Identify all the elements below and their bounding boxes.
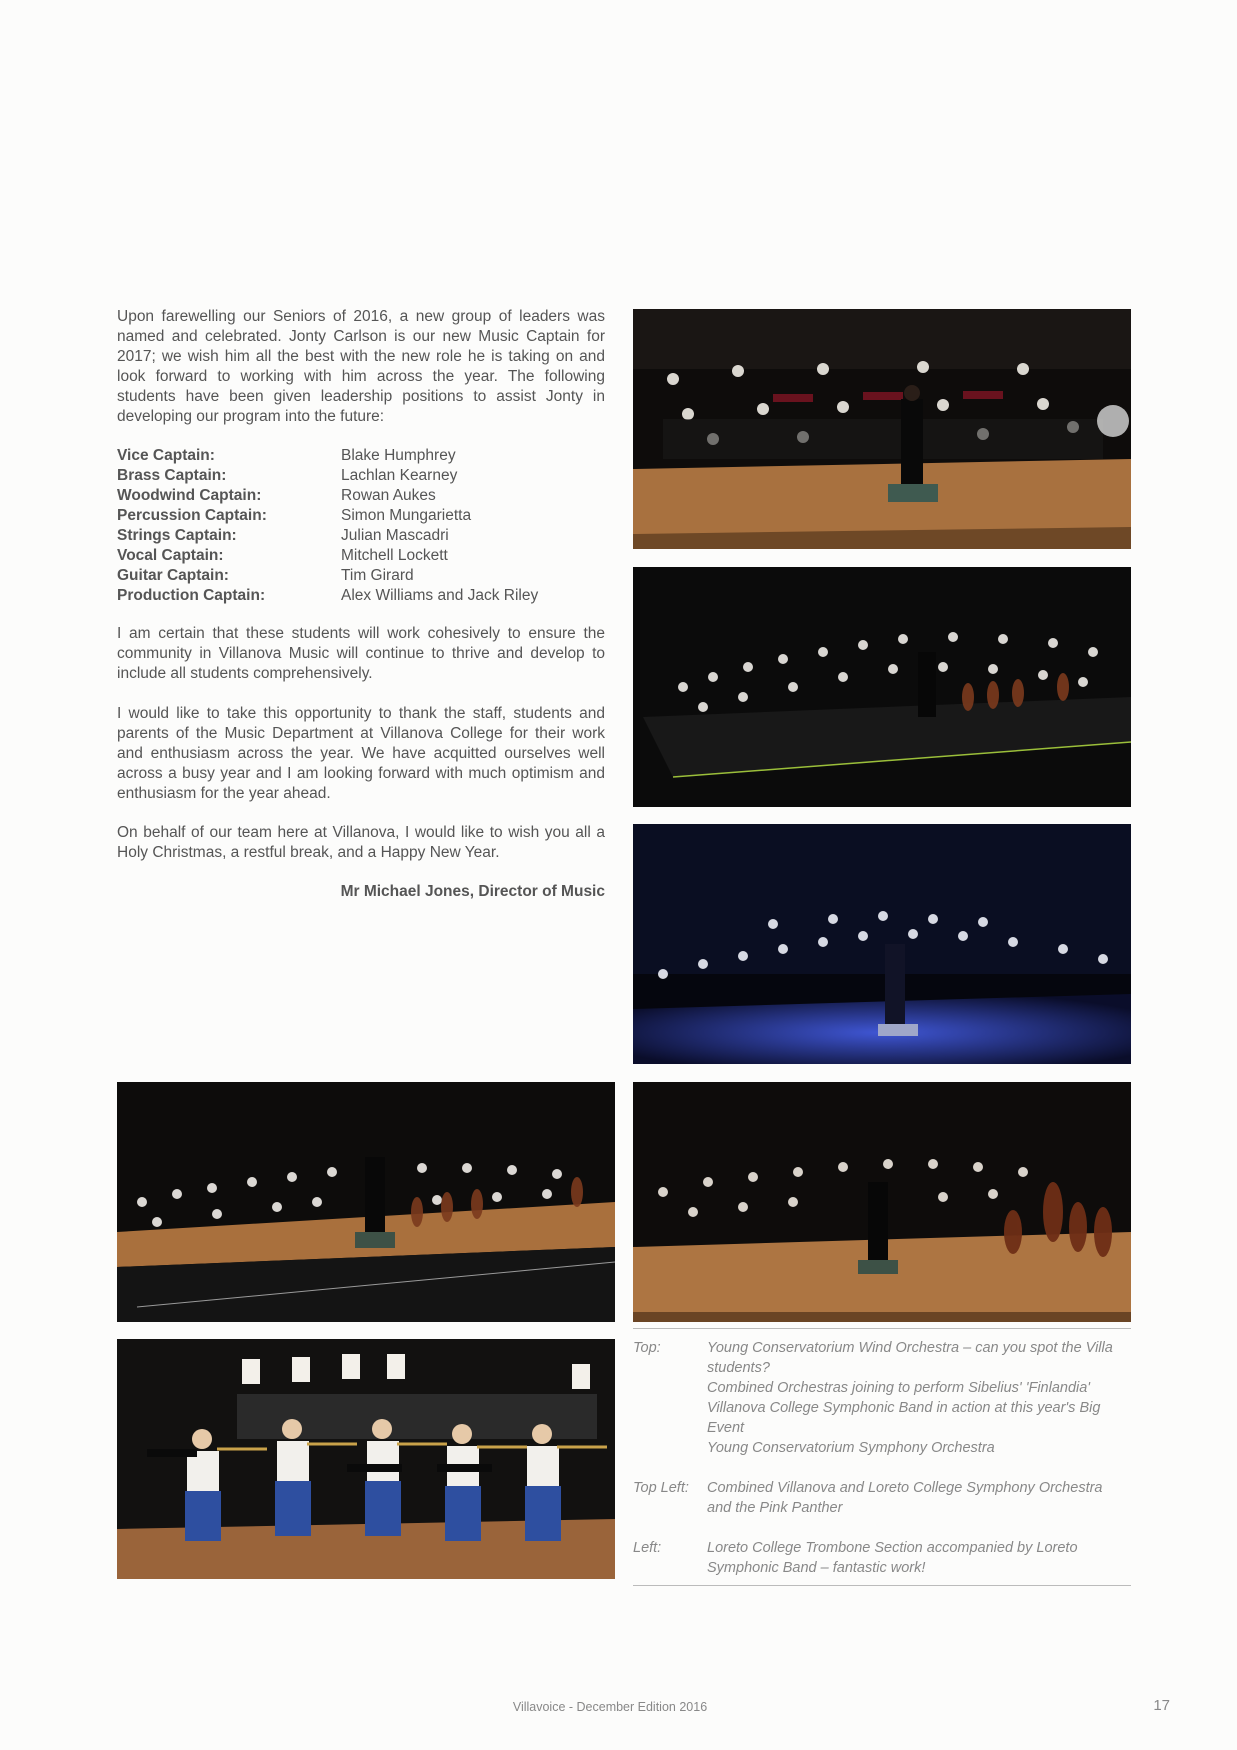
publication-footer: Villavoice - December Edition 2016	[512, 1700, 708, 1714]
role-title: Guitar Captain:	[117, 567, 229, 584]
orchestra-photo-image	[117, 1082, 615, 1322]
role-name: Mitchell Lockett	[341, 547, 448, 564]
role-name: Alex Williams and Jack Riley	[341, 587, 539, 604]
body-paragraph: I would like to take this opportunity to thank the staff, students and parents of the Music Department at Villanova College for their work and enthusiasm across the year. We have acquitted ourselves well across a busy year and I am looking forward with much optimism and enthusiasm for the year ahead.	[117, 705, 605, 802]
photo-symphonic-band	[633, 824, 1131, 1064]
role-name: Rowan Aukes	[341, 487, 436, 504]
caption-label: Top:	[633, 1340, 661, 1356]
role-name: Tim Girard	[341, 567, 414, 584]
leadership-row	[117, 566, 605, 586]
caption-label: Top Left:	[633, 1480, 689, 1496]
role-title: Woodwind Captain:	[117, 487, 262, 504]
role-title: Production Captain:	[117, 587, 266, 604]
role-title: Strings Captain:	[117, 527, 237, 544]
orchestra-photo-image	[633, 309, 1131, 549]
leadership-list	[117, 446, 605, 606]
leadership-row	[117, 586, 605, 606]
photo-pink-panther-orchestra	[117, 1082, 615, 1322]
orchestra-photo-image	[633, 567, 1131, 807]
caption-text	[707, 1538, 1078, 1578]
caption-line: Loreto College Trombone Section accompanied by Loreto	[707, 1540, 1078, 1556]
caption-line: and the Pink Panther	[707, 1500, 843, 1516]
body-paragraph: I am certain that these students will work cohesively to ensure the community in Villanova Music will continue to thrive and develop to include all students comprehensively.	[117, 625, 605, 682]
caption-label: Left:	[633, 1540, 662, 1556]
page-number: 17	[1153, 1697, 1170, 1714]
caption-line: students?	[707, 1360, 770, 1376]
caption-text	[707, 1338, 1113, 1458]
role-name: Blake Humphrey	[341, 447, 456, 464]
caption-line: Symphonic Band – fantastic work!	[707, 1560, 926, 1576]
role-name: Lachlan Kearney	[341, 467, 458, 484]
role-title: Brass Captain:	[117, 467, 227, 484]
leadership-row	[117, 506, 605, 526]
role-title: Vocal Captain:	[117, 547, 224, 564]
photo-symphony-orchestra	[633, 1082, 1131, 1322]
intro-paragraph: Upon farewelling our Seniors of 2016, a new group of leaders was named and celebrated. Jonty Carlson is our new Music Captain for 2017; we wish him all the best with the new role he is taking on and look forward to working with him across the year. The following students have been given leadership positions to assist Jonty in developing our program into the future:	[117, 308, 605, 425]
caption-line: Young Conservatorium Wind Orchestra – can you spot the Villa	[707, 1340, 1113, 1356]
caption-line: Combined Orchestras joining to perform Sibelius' 'Finlandia'	[707, 1380, 1091, 1396]
caption-text	[707, 1478, 1103, 1518]
leadership-row	[117, 546, 605, 566]
role-name: Julian Mascadri	[341, 527, 449, 544]
caption-group	[633, 1338, 1131, 1458]
role-title: Vice Captain:	[117, 447, 215, 464]
role-name: Simon Mungarietta	[341, 507, 472, 524]
photo-wind-orchestra	[633, 309, 1131, 549]
leadership-row	[117, 466, 605, 486]
leadership-row	[117, 486, 605, 506]
caption-line: Combined Villanova and Loreto College Symphony Orchestra	[707, 1480, 1103, 1496]
role-title: Percussion Captain:	[117, 507, 267, 524]
caption-line: Villanova College Symphonic Band in action at this year's Big	[707, 1400, 1101, 1416]
caption-group	[633, 1538, 1131, 1578]
caption-line: Young Conservatorium Symphony Orchestra	[707, 1440, 995, 1456]
photo-captions	[633, 1328, 1131, 1586]
orchestra-photo-image	[633, 824, 1131, 1064]
orchestra-photo-image	[117, 1339, 615, 1579]
leadership-row	[117, 446, 605, 466]
author-signature: Mr Michael Jones, Director of Music	[340, 883, 605, 900]
photo-trombone-section	[117, 1339, 615, 1579]
orchestra-photo-image	[633, 1082, 1131, 1322]
body-paragraph: On behalf of our team here at Villanova, I would like to wish you all a Holy Christmas, a restful break, and a Happy New Year.	[117, 824, 605, 861]
caption-line: Event	[707, 1420, 745, 1436]
leadership-row	[117, 526, 605, 546]
photo-combined-orchestras	[633, 567, 1131, 807]
caption-group	[633, 1478, 1131, 1518]
